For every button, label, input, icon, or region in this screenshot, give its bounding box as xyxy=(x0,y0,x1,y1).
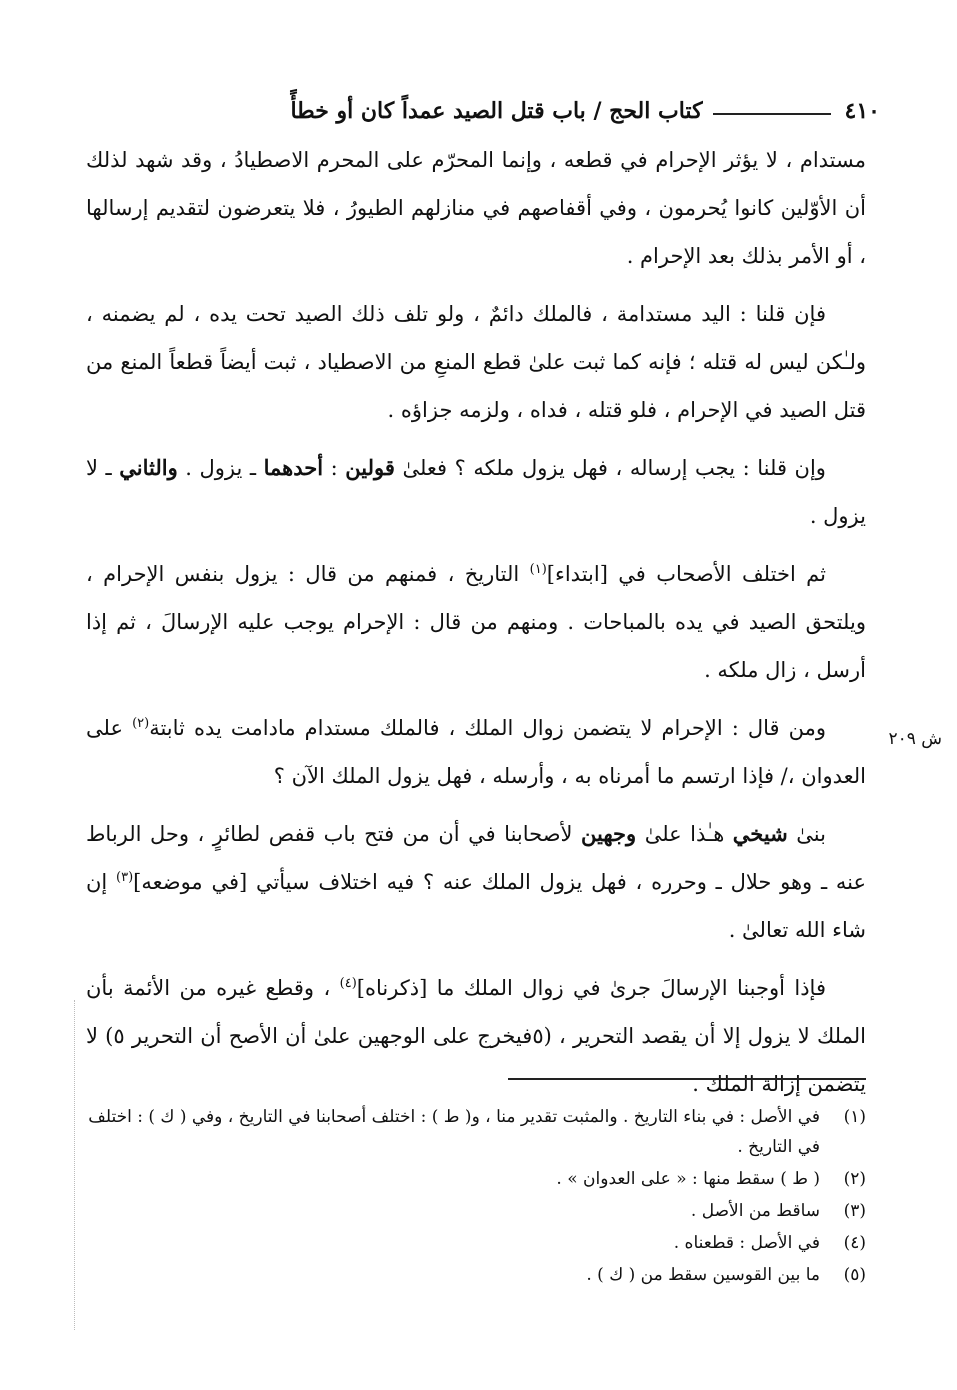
paragraph-6-text-end: إن شاء الله تعالىٰ . xyxy=(86,870,866,942)
footnote-text: ما بين القوسين سقط من ( ك ) . xyxy=(586,1265,820,1285)
footnote-number: (٤) xyxy=(843,1233,866,1253)
page-header xyxy=(88,78,880,124)
paragraph-6-text-mid: هـٰذا علىٰ xyxy=(644,822,725,846)
footnote-ref-3: (٣) xyxy=(116,870,134,885)
paragraph-4-text-rest: التاريخ ، فمنهم من قال : يزول بنفس الإحرام ، ويلتحق الصيد في يده بالمباحات . ومنهم من قال : الإحرام يوجب عليه الإرسالَ ، ثم إذا أرسل ، زال ملكه . xyxy=(86,562,866,682)
footnote-ref-2: (٢) xyxy=(132,716,150,731)
paragraph-5-text-start: ومن قال : الإحرام لا يتضمن زوال الملك ، فالملك مستدام مادامت يده ثابتة xyxy=(149,716,826,740)
footnote-text: ساقط من الأصل . xyxy=(690,1201,820,1221)
paragraph-7 xyxy=(86,964,866,1108)
footnote-item xyxy=(86,1102,866,1162)
paragraph-6-bold-wajhayn: وجهين xyxy=(581,821,637,846)
paragraph-2: فإن قلنا : اليد مستدامة ، فالملك دائمٌ ، ولو تلف ذلك الصيد تحت يده ، لم يضمنه ، ولـٰكن ليس له قتله ؛ فإنه كما ثبت علىٰ قطع المنعِ من الاصطياد ، ثبت أيضاً قطعاً المنع من قتل الصيد في الإحرام ، فلو قتله ، فداه ، ولزمه جزاؤه . xyxy=(86,302,866,422)
footnote-ref-4: (٤) xyxy=(339,976,357,991)
paragraph-4-text-start: ثم اختلف الأصحاب في [ابتداء] xyxy=(546,562,826,586)
footnote-number: (١) xyxy=(843,1107,866,1127)
paragraph-3-first-ruling: ـ يزول . xyxy=(185,456,257,480)
footnote-number: (٢) xyxy=(843,1169,866,1189)
paragraph-6-bold-shaykh: شيخي xyxy=(732,821,788,846)
footnote-item xyxy=(86,1228,866,1258)
paragraph-3-bold-second: والثاني xyxy=(119,455,178,480)
paragraph-3-text: وإن قلنا : يجب إرساله ، فهل يزول ملكه ؟ فعلىٰ xyxy=(402,456,826,480)
manuscript-folio-note: ش ٢٠٩ xyxy=(888,729,942,749)
paragraph-3-bold-term: قولين xyxy=(345,455,395,480)
footnote-text: في الأصل : قطعناه . xyxy=(673,1233,820,1253)
header-rule xyxy=(713,113,831,115)
paragraph-7-text-rest: ، وقطع غيره من الأئمة بأن الملك لا يزول إلا أن يقصد التحرير ، (٥فيخرج على الوجهين علىٰ أن الأصح أن التحرير ٥) لا يتضمن إزالة الملك . xyxy=(86,976,866,1096)
running-title: كتاب الحج / باب قتل الصيد عمداً كان أو خطأً xyxy=(290,98,703,124)
paragraph-3-bold-first: أحدهما xyxy=(263,455,324,480)
footnote-ref-1: (١) xyxy=(529,562,547,577)
footnote-text: ( ط ) سقط منها : « على العدوان » . xyxy=(556,1169,820,1189)
paragraph-4 xyxy=(86,550,866,694)
footnote-number: (٥) xyxy=(843,1265,866,1285)
paragraph-3 xyxy=(86,444,866,540)
footnote-number: (٣) xyxy=(843,1201,866,1221)
footnote-item xyxy=(86,1260,866,1290)
margin-guide-line xyxy=(74,1000,76,1330)
paragraph-7-text-start: فإذا أوجبنا الإرسالَ جرىٰ في زوال الملك ما [ذكرناه] xyxy=(356,976,826,1000)
paragraph-3-second-ruling: ـ لا يزول . xyxy=(86,456,866,528)
footnotes-section xyxy=(86,1102,866,1292)
footnote-item xyxy=(86,1196,866,1226)
footnote-separator xyxy=(508,1078,866,1080)
paragraph-6-text-start: بنىٰ xyxy=(796,822,826,846)
paragraph-5 xyxy=(86,704,866,800)
main-text xyxy=(86,136,866,1108)
footnote-text: في الأصل : في بناء التاريخ . والمثبت تقدير منا ، و( ط ) : اختلف أصحابنا في التاريخ ، وفي ( ك ) : اختلف في التاريخ . xyxy=(88,1107,820,1157)
paragraph-1: مستدام ، لا يؤثر الإحرام في قطعه ، وإنما المحرّم على المحرم الاصطيادُ ، وقد شهد لذلك أن الأوّلين كانوا يُحرمون ، وفي أقفاصهم في منازلهم الطيورُ ، فلا يتعرضون لتقديم إرسالها ، أو الأمر بذلك بعد الإحرام . xyxy=(86,148,866,268)
page-number: ٤١٠ xyxy=(844,98,880,124)
paragraph-3-colon: : xyxy=(330,456,338,480)
footnote-item xyxy=(86,1164,866,1194)
paragraph-6 xyxy=(86,810,866,954)
paragraph-5-text-rest: على العدوان ،/ فإذا ارتسم ما أمرناه به ، وأرسله ، فهل يزول الملك الآن ؟ xyxy=(86,716,866,788)
paragraph-6-text-body: لأصحابنا في أن من فتح باب قفص لطائرٍ ، وحل الرباط عنه ـ وهو حلال ـ وحرره ، فهل يزول الملك عنه ؟ فيه اختلاف سيأتي [في موضعه] xyxy=(86,822,866,894)
